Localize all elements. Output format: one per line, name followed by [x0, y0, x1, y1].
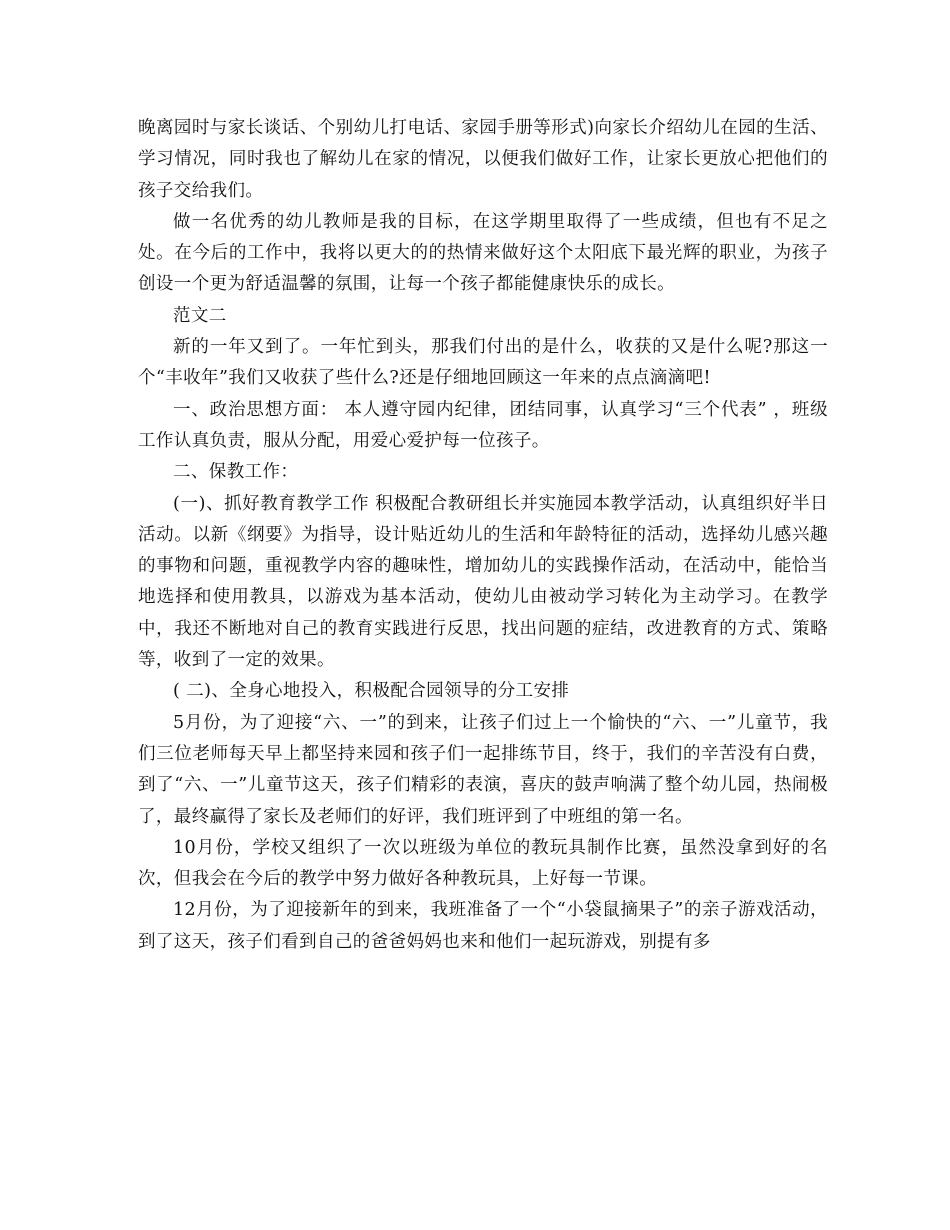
paragraph-2: 做一名优秀的幼儿教师是我的目标，在这学期里取得了一些成绩，但也有不足之处。在今后的工作中，我将以更大的的热情来做好这个太阳底下最光辉的职业，为孩子创设一个更为舒适温馨的氛围，让每一个孩子都能健康快乐的成长。	[138, 211, 828, 295]
heading-baojiao-work: 二、保教工作：	[173, 462, 299, 483]
paragraph-politics: 一、政治思想方面： 本人遵守园内纪律，团结同事，认真学习“三个代表” ，班级工作认真负责，服从分配，用爱心爱护每一位孩子。	[138, 399, 828, 451]
paragraph-4: 新的一年又到了。一年忙到头，那我们付出的是什么，收获的又是什么呢?那这一个“丰收年”我们又收获了些什么?还是仔细地回顾这一年来的点点滴滴吧!	[138, 337, 828, 389]
paragraph-1: 晚离园时与家长谈话、个别幼儿打电话、家园手册等形式)向家长介绍幼儿在园的生活、学习情况，同时我也了解幼儿在家的情况，以便我们做好工作，让家长更放心把他们的孩子交给我们。	[138, 118, 828, 201]
paragraph-teaching: (一)、抓好教育教学工作 积极配合教研组长并实施园本教学活动，认真组织好半日活动。以新《纲要》为指导，设计贴近幼儿的生活和年龄特征的活动，选择幼儿感兴趣的事物和问题，重视教学内容的趣味性，增加幼儿的实践操作活动，在活动中，能恰当地选择和使用教具，以游戏为基本活动，使幼儿由被动学习转化为主动学习。在教学中，我还不断地对自己的教育实践进行反思，找出问题的症结，改进教育的方式、策略等，收到了一定的效果。	[138, 493, 828, 671]
paragraph-may: 5月份，为了迎接“六、一”的到来，让孩子们过上一个愉快的“六、一”儿童节，我们三位老师每天早上都坚持来园和孩子们一起排练节目，终于，我们的辛苦没有白费，到了“六、一”儿童节这天，孩子们精彩的表演，喜庆的鼓声响满了整个幼儿园，热闹极了，最终赢得了家长及老师们的好评，我们班评到了中班组的第一名。	[138, 712, 828, 827]
document-body	[138, 113, 828, 958]
paragraph-december: 12月份，为了迎接新年的到来，我班准备了一个“小袋鼠摘果子”的亲子游戏活动，到了这天，孩子们看到自己的爸爸妈妈也来和他们一起玩游戏，别提有多	[138, 900, 828, 952]
paragraph-october: 10月份，学校又组织了一次以班级为单位的教玩具制作比赛，虽然没拿到好的名次，但我会在今后的教学中努力做好各种教玩具，上好每一节课。	[138, 837, 828, 890]
heading-part-two: ( 二)、全身心地投入，积极配合园领导的分工安排	[173, 681, 570, 702]
section-heading-fanwen-er: 范文二	[173, 305, 227, 326]
